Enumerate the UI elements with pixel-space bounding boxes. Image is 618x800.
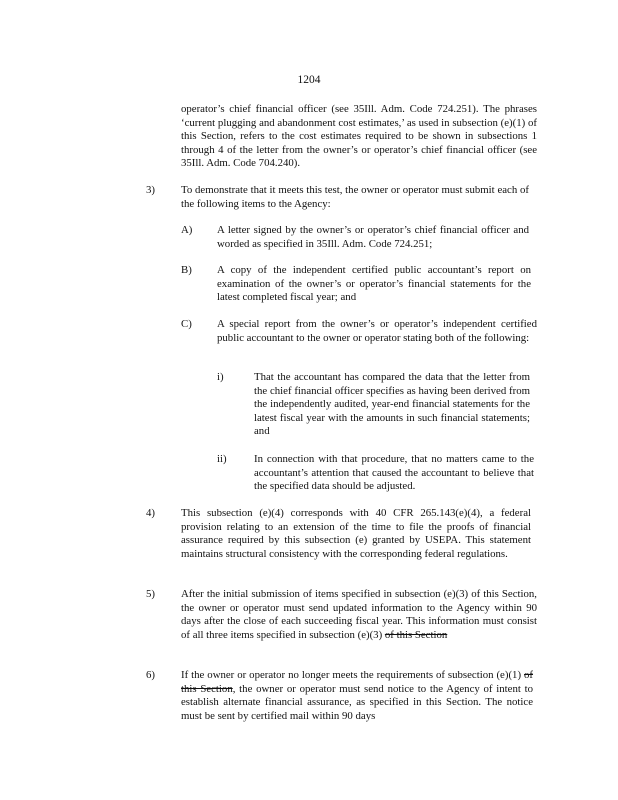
item-3-marker: 3) (146, 184, 155, 196)
item-6-text (181, 669, 533, 723)
page-number: 1204 (297, 74, 321, 86)
item-3c-text (217, 318, 537, 345)
item-5-text (181, 588, 537, 642)
item-6-before: If the owner or operator no longer meets the requirements of subsection (e)(1) (181, 669, 522, 681)
item-3-body: To demonstrate that it meets this test, the owner or operator must submit each of the following items to the Agency: (181, 184, 529, 210)
item-3a-body: A letter signed by the owner’s or operator’s chief financial officer and worded as specified in 35Ill. Adm. Code 724.251; (217, 224, 529, 250)
item-3c-ii-marker: ii) (217, 453, 227, 465)
item-3b-text (217, 264, 531, 305)
item-3a-text (217, 224, 529, 251)
item-5-main: After the initial submission of items specified in subsection (e)(3) of this Section, the owner or operator must send updated information to the Agency within 90 days after the close of each succeeding fiscal year. This information must consist of all three items specified in subsection (e)(3) (181, 588, 537, 641)
item-4-text (181, 507, 531, 561)
item-3b-marker: B) (181, 264, 192, 276)
intro-paragraph (181, 103, 537, 171)
item-6-struck-text: of this Section (181, 669, 534, 695)
item-4-marker: 4) (146, 507, 155, 519)
item-3c-i-text (254, 371, 530, 439)
item-5-struck-text: of this Section (384, 628, 448, 641)
item-3c-i-body: That the accountant has compared the data that the letter from the chief financial officer specifies as having been derived from the independently audited, year-end financial statements for the latest fiscal year with the amounts in such financial statements; and (254, 371, 530, 438)
item-3c-ii-body: In connection with that procedure, that no matters came to the accountant’s attention that caused the accountant to believe that the specified data should be adjusted. (254, 453, 534, 493)
item-4-body: This subsection (e)(4) corresponds with 40 CFR 265.143(e)(4), a federal provision relating to an extension of the time to file the proofs of financial assurance required by this subsection (e) granted by USEPA. This statement maintains structural consistency with the corresponding federal regulations. (181, 507, 531, 560)
item-3a-marker: A) (181, 224, 193, 236)
item-3b-body: A copy of the independent certified public accountant’s report on examination of the owner’s or operator’s financial statements for the latest completed fiscal year; and (217, 264, 531, 304)
item-3c-body: A special report from the owner’s or operator’s independent certified public accountant to the owner or operator stating both of the following: (217, 318, 537, 344)
item-6-body (181, 669, 533, 723)
item-5-marker: 5) (146, 588, 155, 600)
item-6-after: , the owner or operator must send notice to the Agency of intent to establish alternate financial assurance, as specified in this Section. The notice must be sent by certified mail within 90 days (181, 682, 533, 722)
item-3-text (181, 184, 529, 211)
item-3c-ii-text (254, 453, 534, 494)
item-6-marker: 6) (146, 669, 155, 681)
item-5-body (181, 588, 537, 642)
intro-text: operator’s chief financial officer (see 35Ill. Adm. Code 724.251). The phrases ‘current plugging and abandonment cost estimates,’ as used in subsection (e)(1) of this Section, refers to the cost estimates required to be shown in subsections 1 through 4 of the letter from the owner’s or operator’s chief financial officer (see 35Ill. Adm. Code 704.240). (181, 103, 537, 170)
item-3c-i-marker: i) (217, 371, 224, 383)
item-3c-marker: C) (181, 318, 192, 330)
